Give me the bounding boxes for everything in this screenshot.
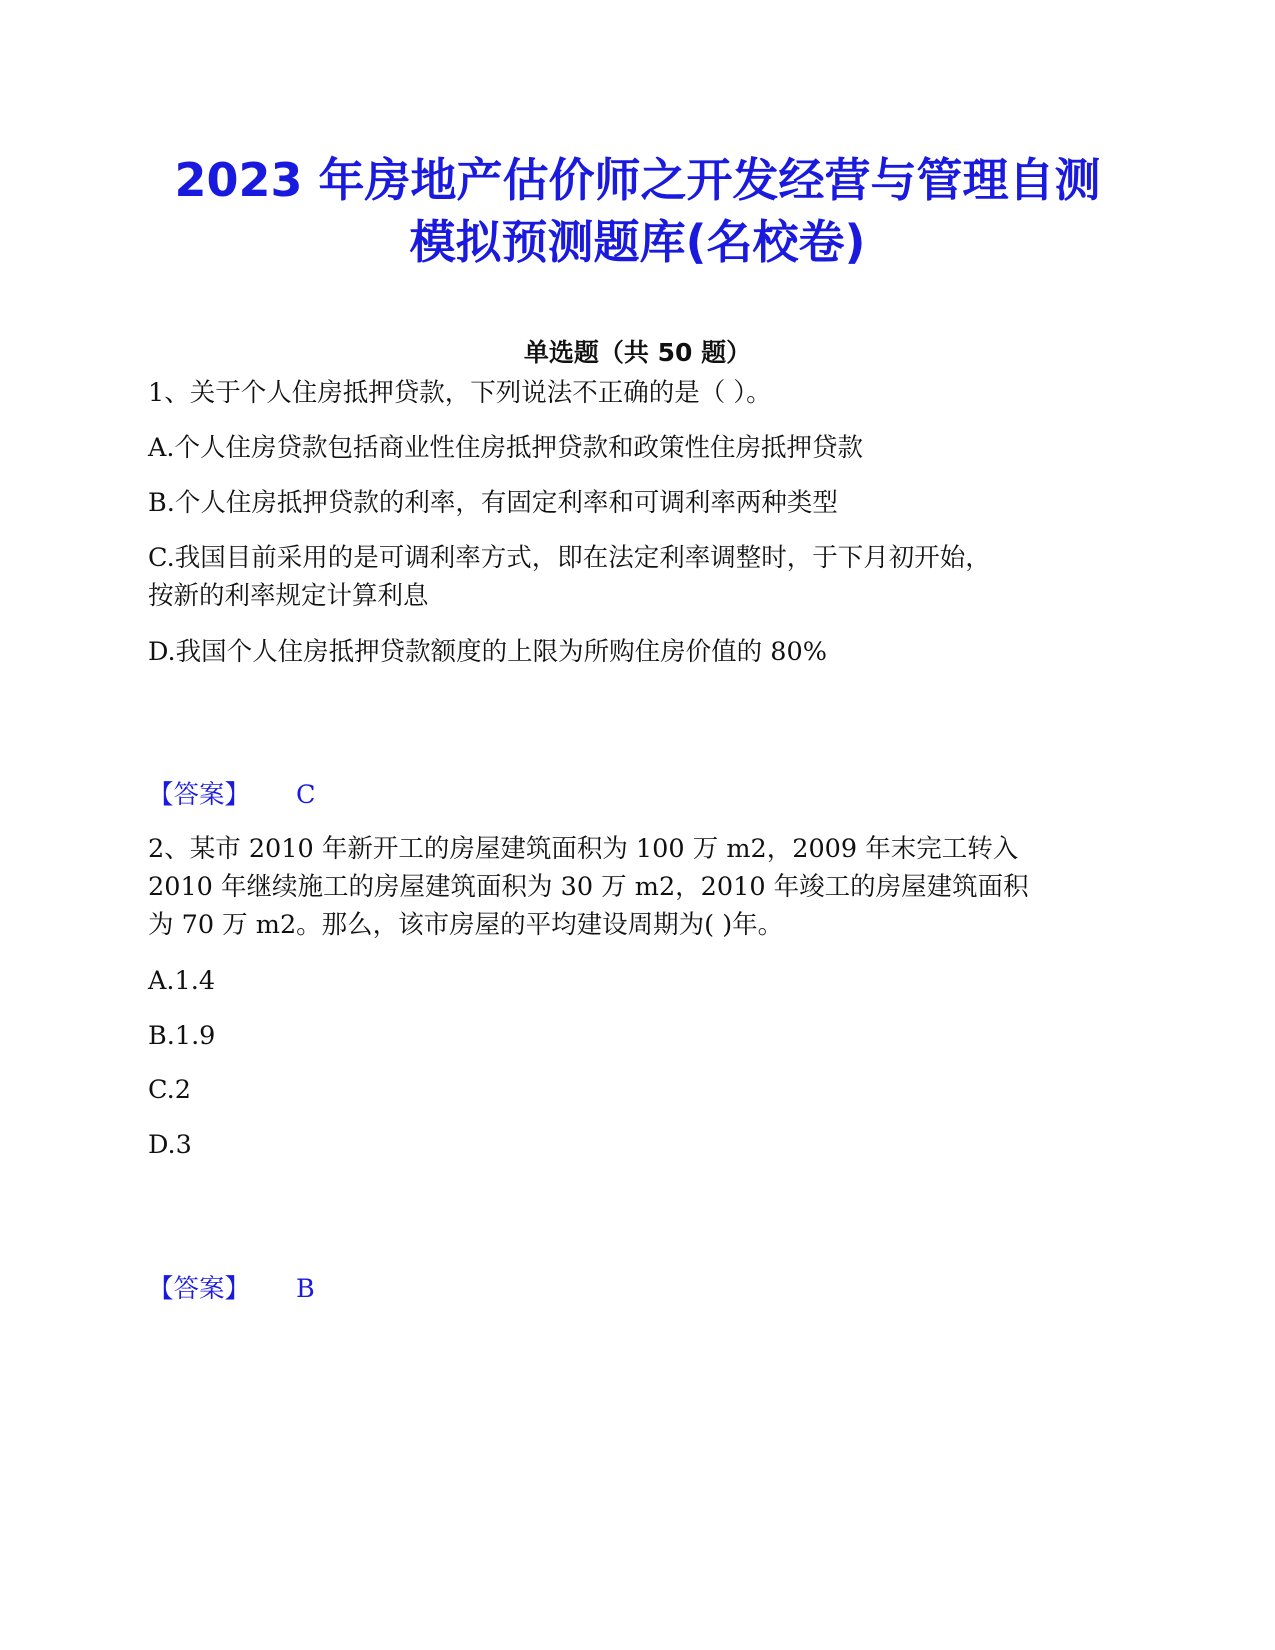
question-2-answer [148,1270,315,1308]
answer-label: 【答案】 [148,780,251,810]
question-1-option-a: A.个人住房贷款包括商业性住房抵押贷款和政策性住房抵押贷款 [148,433,864,463]
question-1-stem: 1、关于个人住房抵押贷款，下列说法不正确的是（ ）。 [148,378,772,408]
question-1-option-b: B.个人住房抵押贷款的利率，有固定利率和可调利率两种类型 [148,488,838,518]
question-1-answer [148,776,316,814]
question-2-option-a: A.1.4 [148,966,216,996]
document-title-line-1: 2023 年房地产估价师之开发经营与管理自测 [174,153,1101,207]
section-heading: 单选题（共 50 题） [523,338,752,367]
answer-value: B [296,1274,315,1304]
answer-label: 【答案】 [148,1274,251,1304]
question-2-option-c: C.2 [148,1075,191,1105]
question-1-option-c-line-1: C.我国目前采用的是可调利率方式，即在法定利率调整时，于下月初开始， [148,543,991,573]
answer-value: C [296,780,316,810]
question-2-option-b: B.1.9 [148,1021,216,1051]
question-2-option-d: D.3 [148,1130,192,1160]
question-1-option-d: D.我国个人住房抵押贷款额度的上限为所购住房价值的 80% [148,637,827,667]
question-2-stem-line-3: 为 70 万 m2。那么，该市房屋的平均建设周期为( )年。 [148,910,784,940]
question-2-stem-line-1: 2、某市 2010 年新开工的房屋建筑面积为 100 万 m2，2009 年末完工转入 [148,834,1019,864]
question-1-option-c-line-2: 按新的利率规定计算利息 [148,581,429,611]
question-2-stem-line-2: 2010 年继续施工的房屋建筑面积为 30 万 m2，2010 年竣工的房屋建筑面积 [148,872,1029,902]
document-title-line-2: 模拟预测题库(名校卷) [409,215,866,269]
